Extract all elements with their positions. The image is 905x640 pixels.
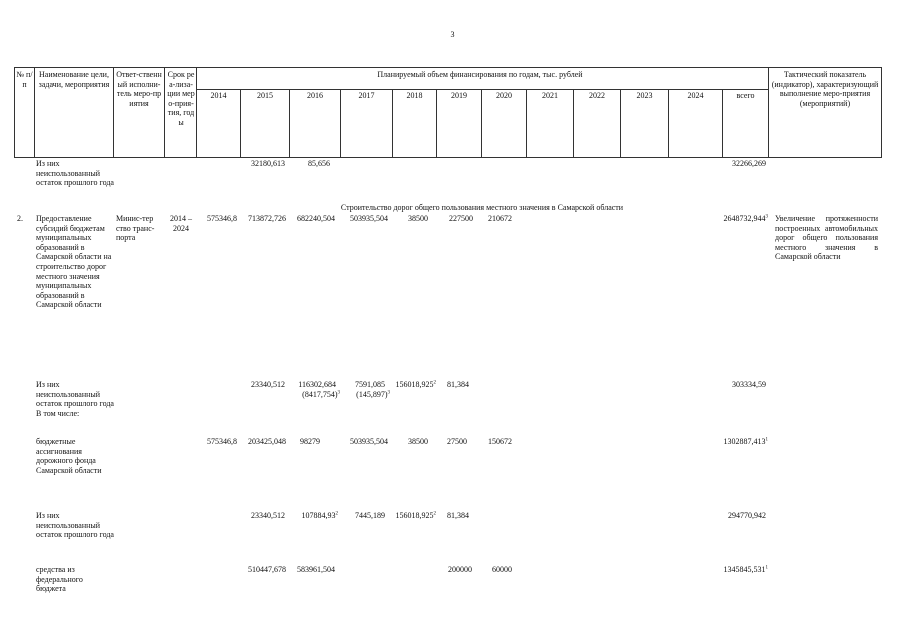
grid-line (14, 157, 882, 158)
cell-value (288, 511, 338, 521)
footnote-mark: 2 (335, 511, 338, 517)
cell-value: 503935,504 (350, 437, 388, 446)
cell-value: 85,656 (308, 159, 330, 168)
value: 156018,925 (395, 511, 434, 520)
header-year: 2024 (687, 91, 704, 100)
header-year: 2019 (451, 91, 467, 100)
value: 156018,925 (395, 380, 434, 389)
total-value: 2648732,944 (723, 214, 766, 223)
cell-value: 227500 (449, 214, 473, 223)
header-year: 2022 (589, 91, 605, 100)
total-value: 1345845,531 (723, 565, 766, 574)
row-federal-name: средства из федерального бюджета (36, 565, 83, 594)
grid-line (768, 67, 769, 157)
grid-line (164, 67, 165, 157)
row-main-responsible: Минис-терство транс-порта (116, 214, 155, 243)
header-year: 2014 (210, 91, 227, 100)
cell-total: 32266,269 (732, 159, 766, 168)
header-year: 2020 (496, 91, 512, 100)
footnote-mark: 1 (765, 437, 768, 443)
header-year: 2015 (257, 91, 273, 100)
row-main-indicator: Увеличение протяженности построенных автомобильных дорог общего пользования местного значения в Самарской области (775, 214, 878, 262)
row-prev-name: Из них неиспользованный остаток прошлого года (36, 159, 114, 188)
cell-value: 32180,613 (251, 159, 285, 168)
header-num: № п/п (16, 70, 33, 89)
cell-value: 38500 (408, 437, 428, 446)
section-title: Строительство дорог общего пользования местного значения в Самарской области (340, 203, 624, 212)
footnote-mark: 3 (765, 214, 768, 220)
cell-value (389, 511, 436, 521)
cell-value: 60000 (492, 565, 512, 574)
grid-line (196, 67, 197, 157)
header-year: всего (736, 91, 755, 100)
cell-value: 503935,504 (350, 214, 388, 223)
cell-value: 575346,8 (207, 214, 237, 223)
page-number: 3 (450, 30, 455, 39)
cell-value: 23340,512 (251, 511, 285, 520)
header-year: 2016 (307, 91, 323, 100)
footnote-mark: 2 (433, 380, 436, 386)
cell-value: 81,384 (447, 511, 469, 520)
cell-total (710, 437, 768, 447)
footnote-mark: 3 (387, 390, 390, 396)
grid-line (196, 89, 768, 90)
footnote-mark: 3 (337, 390, 340, 396)
cell-value: 23340,512 (251, 380, 285, 389)
cell-value: 7445,189 (355, 511, 385, 520)
footnote-mark: 1 (765, 565, 768, 571)
cell-value: 210672 (488, 214, 512, 223)
row-main-name: Предоставление субсидий бюджетам муниципальных образований в Самарской области на строительство дорог местного значения муниципальных образований в Самарской области (36, 214, 112, 310)
footnote-mark: 2 (433, 511, 436, 517)
grid-line (14, 67, 882, 68)
header-year: 2017 (358, 91, 375, 100)
cell-value-paren (284, 390, 340, 400)
cell-value: 116302,684 (298, 380, 336, 389)
header-year: 2021 (542, 91, 558, 100)
header-year: 2023 (636, 91, 653, 100)
cell-value: 200000 (448, 565, 472, 574)
total-value: 1302887,413 (723, 437, 766, 446)
paren-value: (8417,754) (302, 390, 338, 399)
row-number: 2. (17, 214, 23, 223)
cell-value: 27500 (447, 437, 467, 446)
cell-value: 38500 (408, 214, 428, 223)
value: 107884,93 (301, 511, 336, 520)
cell-value (389, 380, 436, 390)
cell-value-paren (338, 390, 390, 400)
row-remain1-name: Из них неиспользованный остаток прошлого года В том числе: (36, 380, 114, 418)
grid-line (113, 67, 114, 157)
grid-line (34, 67, 35, 157)
cell-value: 713872,726 (248, 214, 286, 223)
cell-value: 7591,085 (355, 380, 385, 389)
paren-value: (145,897) (356, 390, 388, 399)
cell-value: 583961,504 (297, 565, 335, 574)
cell-value: 575346,8 (207, 437, 237, 446)
header-responsible: Ответ-ственный исполни-тель меро-приятия (116, 70, 162, 108)
cell-value: 98279 (300, 437, 320, 446)
row-budget-name: бюджетные ассигнования дорожного фонда Самарской области (36, 437, 102, 475)
cell-value: 682240,504 (297, 214, 335, 223)
row-remain2-name: Из них неиспользованный остаток прошлого года (36, 511, 114, 540)
cell-total (716, 214, 768, 224)
cell-total: 294770,942 (728, 511, 766, 520)
cell-total: 303334,59 (732, 380, 766, 389)
header-term: Срок реа-лиза-ции меро-прия-тия, годы (167, 70, 195, 127)
header-year: 2018 (406, 91, 423, 100)
header-indicator: Тактический показатель (индикатор), характеризующий выполнение меро-приятия (мероприятий) (771, 70, 879, 108)
grid-line (881, 67, 882, 157)
header-funding: Планируемый объем финансирования по годам, тыс. рублей (377, 70, 583, 79)
cell-value: 150672 (488, 437, 512, 446)
header-name: Наименование цели, задачи, мероприятия (38, 70, 110, 89)
cell-value: 510447,678 (248, 565, 286, 574)
cell-value: 81,384 (447, 380, 469, 389)
row-main-term: 2014 – 2024 (170, 214, 192, 233)
cell-value: 203425,048 (248, 437, 286, 446)
cell-total (710, 565, 768, 575)
